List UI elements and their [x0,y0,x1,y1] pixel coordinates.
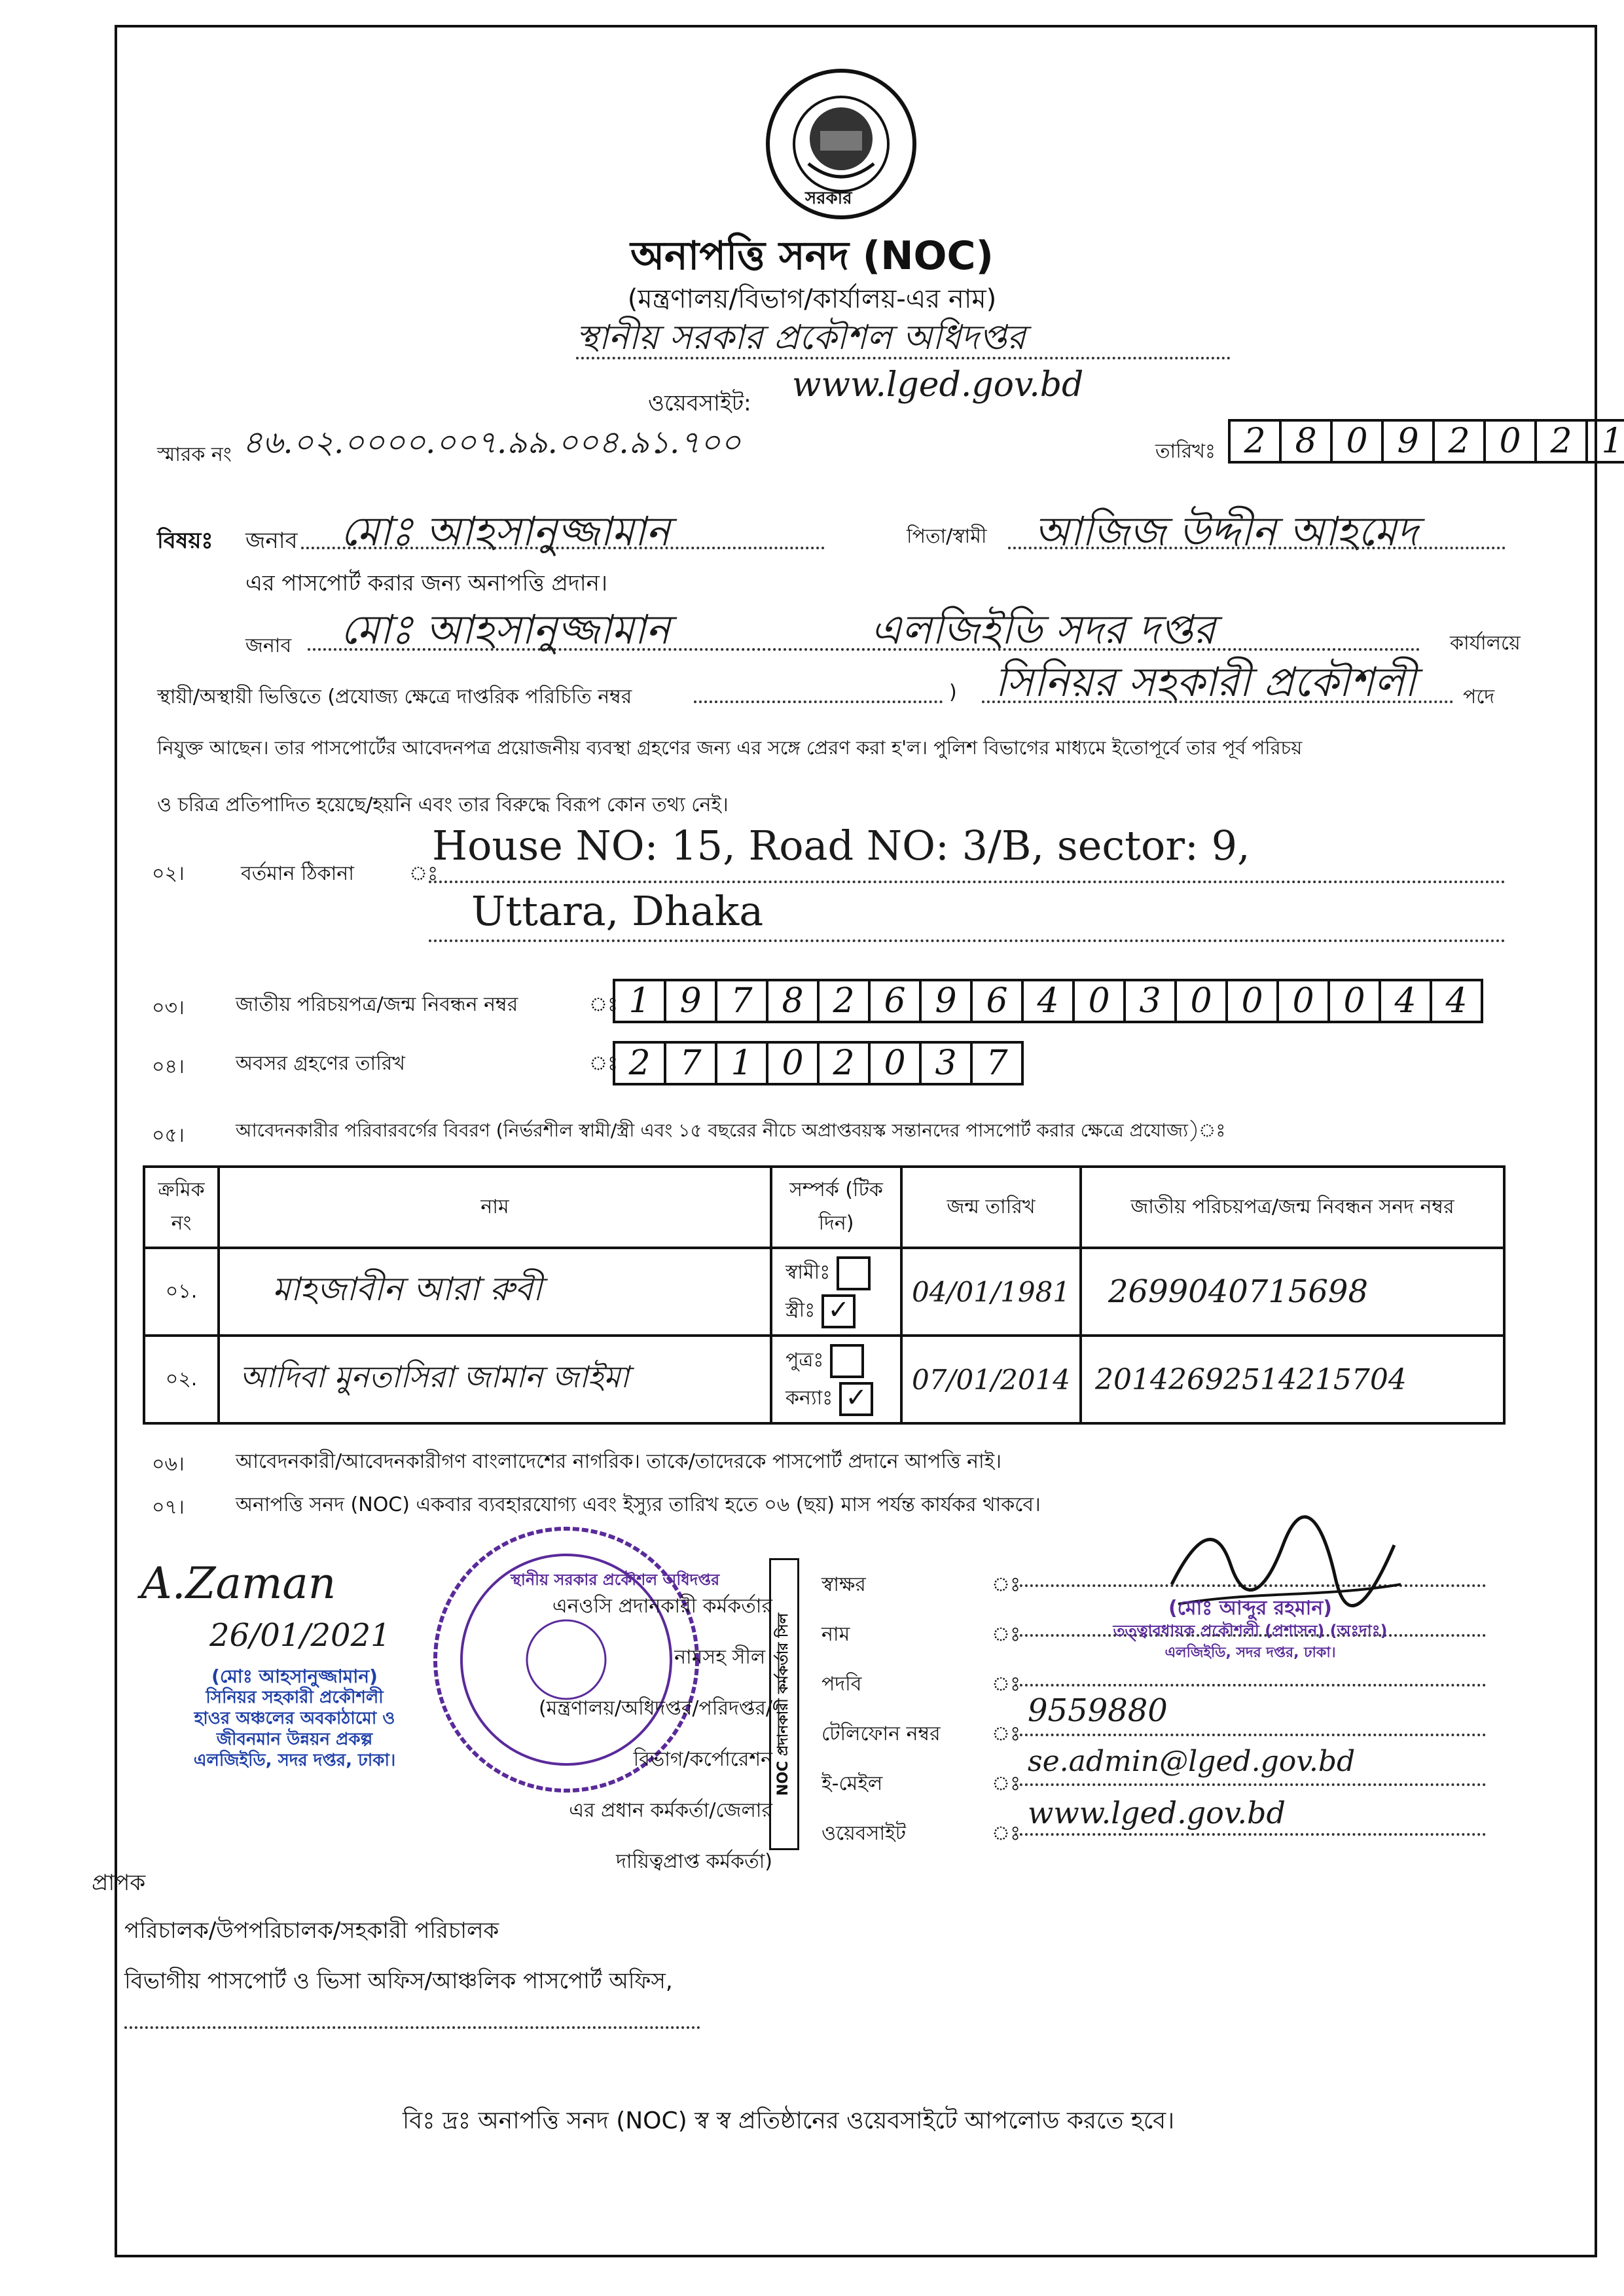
recipient-dotline [124,2026,700,2029]
row-id: 2699040715698 [1108,1273,1369,1310]
colon: ঃ [992,1772,1021,1795]
date-digit-box: 2 [1228,419,1282,464]
body-office-suffix: কার্যালয়ে [1450,632,1521,655]
nid-digit-box: 0 [1276,979,1330,1023]
item-04-label: অবসর গ্রহণের তারিখ [236,1052,405,1075]
applicant-stamp-name: (মোঃ আহসানুজ্জামান) [211,1666,378,1687]
body-line-c: ও চরিত্র প্রতিপাদিত হয়েছে/হয়নি এবং তার বিরুদ্ধে বিরূপ কোন তথ্য নেই। [157,793,729,816]
body-line-a-end: ) [949,681,957,704]
row-serial: ০২. [144,1336,219,1423]
field-signature-label: স্বাক্ষর [821,1573,866,1596]
relation-checkbox[interactable]: ✓ [839,1382,873,1416]
date-digit-box: 8 [1279,419,1333,464]
relation-option-a [785,1254,900,1292]
item-07-number: ০৭। [152,1496,185,1519]
row-dob-cell [901,1248,1081,1336]
issuer-label-line-5: এর প্রধান কর্মকর্তা/জেলার [569,1799,772,1822]
row-name-cell [219,1248,771,1336]
recipient-line-1: পরিচালক/উপপরিচালক/সহকারী পরিচালক [124,1918,499,1944]
memo-number-handwritten: ৪৬.০২.০০০০.০০৭.৯৯.০০৪.৯১.৭০০ [242,424,741,461]
designation-dotline [1015,1684,1486,1686]
address-line-2-dotline [429,939,1506,942]
issuer-label-line-1: এনওসি প্রদানকারী কর্মকর্তার [552,1595,772,1618]
field-name-label: নাম [821,1623,850,1646]
issuer-stamp-title: তত্ত্বাবধায়ক প্রকৌশলী (প্রশাসন) (অঃদাঃ) [1113,1622,1388,1640]
relation-option-b [785,1292,900,1330]
item-02-number: ০২। [152,862,185,885]
nid-digit-box: 0 [1225,979,1279,1023]
item-03-colon: ঃ [589,993,619,1016]
applicant-stamp-line-2: হাওর অঞ্চলের অবকাঠামো ও [194,1709,395,1728]
row-relation-cell [771,1248,901,1336]
colon: ঃ [992,1623,1021,1646]
row-id: 20142692514215704 [1095,1362,1407,1396]
body-line-b: নিযুক্ত আছেন। তার পাসপোর্টের আবেদনপত্র প্রয়োজনীয় ব্যবস্থা গ্রহণের জন্য এর সঙ্গে প্রেরণ করা হ'ল। পুলিশ বিভাগের মাধ্যমে ইতোপূর্বে তার পূর্ব পরিচয় [157,737,1303,759]
emblem-bottom-text: সরকার [805,189,852,208]
item-06-label: আবেদনকারী/আবেদনকারীগণ বাংলাদেশের নাগরিক। তাকে/তাদেরকে পাসপোর্ট প্রদানে আপত্তি নাই। [236,1450,1002,1473]
nid-digit-box: 7 [715,979,768,1023]
nid-digit-box: 0 [1327,979,1381,1023]
table-header-row [144,1167,1504,1248]
date-label: তারিখঃ [1155,440,1216,463]
applicant-stamp-line-3: জীবনমান উন্নয়ন প্রকল্প [216,1730,373,1749]
row-dob-cell [901,1336,1081,1423]
vertical-noc-stamp: NOC প্রদানকারী কর্মকর্তার সিল [769,1558,799,1850]
colon: ঃ [992,1822,1021,1845]
nid-digit-box: 4 [1021,979,1075,1023]
memo-label: স্মারক নং [157,443,232,466]
retirement-digit-box: 7 [664,1041,717,1085]
colon: ঃ [992,1573,1021,1596]
field-designation-label: পদবি [821,1673,862,1696]
field-website-label: ওয়েবসাইট [821,1822,906,1845]
retirement-date-boxes [615,1041,1024,1085]
applicant-stamp-line-4: এলজিইডি, সদর দপ্তর, ঢাকা। [193,1751,396,1770]
body-mr-label: জনাব [245,634,292,657]
relation-checkbox[interactable] [830,1344,864,1378]
item-07-label: অনাপত্তি সনদ (NOC) একবার ব্যবহারযোগ্য এবং ইস্যুর তারিখ হতে ০৬ (ছয়) মাস পর্যন্ত কার্যকর থাকবে। [236,1493,1041,1516]
relation-label: স্ত্রীঃ [785,1299,816,1322]
office-name-dotline [576,357,1231,359]
applicant-signature: A.Zaman [141,1558,336,1609]
family-details-table [143,1165,1506,1425]
document-title: অনাপত্তি সনদ (NOC) [630,233,994,279]
post-handwritten: সিনিয়র সহকারী প্রকৌশলী [995,658,1416,706]
header-serial: ক্রমিক নং [144,1167,219,1248]
address-line-1-dotline [429,881,1506,883]
field-phone-label: টেলিফোন নম্বর [821,1722,941,1745]
header-id-number: জাতীয় পরিচয়পত্র/জন্ম নিবন্ধন সনদ নম্বর [1081,1167,1504,1248]
nid-digit-boxes [615,979,1483,1023]
item-04-colon: ঃ [589,1052,619,1075]
relation-label: স্বামীঃ [785,1261,831,1284]
father-name-handwritten: আজিজ উদ্দীন আহমেদ [1034,507,1418,555]
date-digit-box: 0 [1483,419,1537,464]
email-dotline [1015,1783,1486,1786]
item-02-label: বর্তমান ঠিকানা [241,862,354,885]
body-office-handwritten: এলজিইডি সদর দপ্তর [871,606,1216,653]
signature-field-colons [992,1560,1020,1859]
recipient-line-2: বিভাগীয় পাসপোর্ট ও ভিসা অফিস/আঞ্চলিক পাসপোর্ট অফিস, [124,1968,673,1994]
row-id-cell [1081,1336,1504,1423]
website-label: ওয়েবসাইট: [648,390,751,416]
nid-digit-box: 3 [1123,979,1177,1023]
body-line-a-dotline [694,701,943,703]
colon: ঃ [992,1722,1021,1745]
round-seal-text: স্থানীয় সরকার প্রকৌশল অধিদপ্তর [511,1571,720,1589]
table-row [144,1336,1504,1423]
phone-handwritten: 9559880 [1028,1692,1168,1729]
father-label: পিতা/স্বামী [907,525,987,548]
row-id-cell [1081,1248,1504,1336]
item-05-number: ০৫। [152,1124,185,1147]
row-name: মাহজাবীন আরা রুবী [272,1269,543,1308]
colon: ঃ [992,1673,1021,1696]
relation-checkbox[interactable]: ✓ [821,1294,856,1328]
nid-digit-box: 0 [1174,979,1228,1023]
relation-checkbox[interactable] [837,1256,871,1290]
item-02-colon: ঃ [409,862,439,885]
row-dob: 07/01/2014 [911,1363,1071,1396]
item-03-number: ০৩। [152,996,185,1019]
issuer-label-line-3: (মন্ত্রণালয়/অধিদপ্তর/পরিদপ্তর/ [538,1697,772,1720]
date-digit-box: 9 [1381,419,1435,464]
date-digit-box: 0 [1330,419,1384,464]
date-digit-boxes [1231,419,1624,464]
post-dotline [982,701,1453,703]
address-line-1-handwritten: House NO: 15, Road NO: 3/B, sector: 9, [432,822,1250,869]
retirement-digit-box: 2 [613,1041,666,1085]
retirement-digit-box: 0 [766,1041,820,1085]
applicant-stamp [128,1666,461,1771]
header-relation: সম্পর্ক (টিক দিন) [771,1167,901,1248]
header-name: নাম [219,1167,771,1248]
footer-note: বিঃ দ্রঃ অনাপত্তি সনদ (NOC) স্ব স্ব প্রতিষ্ঠানের ওয়েবসাইটে আপলোড করতে হবে। [403,2107,1175,2134]
subject-name-dotline [301,547,825,549]
issuer-label-line-6: দায়িত্বপ্রাপ্ত কর্মকর্তা) [616,1850,772,1873]
subject-label: বিষয়ঃ [157,528,213,554]
nid-digit-box: 9 [664,979,717,1023]
item-06-number: ০৬। [152,1453,185,1476]
item-03-label: জাতীয় পরিচয়পত্র/জন্ম নিবন্ধন নম্বর [236,993,518,1016]
issuer-stamp-office: এলজিইডি, সদর দপ্তর, ঢাকা। [1164,1645,1336,1661]
relation-option-b [785,1379,900,1417]
table-row [144,1248,1504,1336]
date-digit-box: 2 [1432,419,1486,464]
address-line-2-handwritten: Uttara, Dhaka [471,887,764,935]
signature-field-labels [821,1560,941,1859]
issuer-stamp [1047,1597,1453,1664]
subject-mr-label: জনাব [245,528,298,554]
retirement-digit-box: 1 [715,1041,768,1085]
header-dob: জন্ম তারিখ [901,1167,1081,1248]
date-digit-box: 1 [1585,419,1624,464]
retirement-digit-box: 0 [868,1041,922,1085]
issuer-stamp-name: (মোঃ আব্দুর রহমান) [1168,1597,1332,1620]
relation-option-a [785,1341,900,1379]
document-subtitle: (মন্ত্রণালয়/বিভাগ/কার্যালয়-এর নাম) [627,284,997,314]
issuer-label-line-4: বিভাগ/কর্পোরেশন [633,1748,772,1771]
field-email-label: ই-মেইল [821,1772,883,1795]
item-04-number: ০৪। [152,1055,185,1078]
applicant-stamp-line-1: সিনিয়র সহকারী প্রকৌশলী [206,1688,384,1707]
email-handwritten: se.admin@lged.gov.bd [1028,1745,1356,1778]
retirement-digit-box: 7 [970,1041,1024,1085]
website-dotline [1015,1833,1486,1836]
website-handwritten: www.lged.gov.bd [792,365,1084,405]
nid-digit-box: 4 [1379,979,1432,1023]
nid-digit-box: 8 [766,979,820,1023]
row-name-cell [219,1336,771,1423]
body-name-handwritten: মোঃ আহসানুজ্জামান [340,606,670,653]
office-name-handwritten: স্থানীয় সরকার প্রকৌশল অধিদপ্তর [576,318,1026,357]
subject-line-2: এর পাসপোর্ট করার জন্য অনাপত্তি প্রদান। [245,570,608,596]
nid-digit-box: 1 [613,979,666,1023]
father-name-dotline [1008,547,1506,549]
recipient-label: প্রাপক [92,1870,146,1896]
body-line-a: স্থায়ী/অস্থায়ী ভিত্তিতে (প্রযোজ্য ক্ষেত্রে দাপ্তরিক পরিচিতি নম্বর [157,685,632,708]
nid-digit-box: 4 [1430,979,1483,1023]
retirement-digit-box: 3 [919,1041,973,1085]
relation-label: কন্যাঃ [785,1387,833,1410]
nid-digit-box: 2 [817,979,871,1023]
phone-dotline [1015,1734,1486,1736]
retirement-digit-box: 2 [817,1041,871,1085]
nid-digit-box: 0 [1072,979,1126,1023]
post-suffix: পদে [1463,685,1495,708]
row-dob: 04/01/1981 [911,1275,1071,1308]
nid-digit-box: 6 [970,979,1024,1023]
website-handwritten-sign: www.lged.gov.bd [1028,1795,1286,1831]
body-line-1-dotline [308,648,1420,651]
issuer-label-line-2: নামসহ সীল। [674,1646,772,1669]
row-serial: ০১. [144,1248,219,1336]
subject-name-handwritten: মোঃ আহসানুজ্জামান [340,507,670,555]
item-05-label: আবেদনকারীর পরিবারবর্গের বিবরণ (নির্ভরশীল স্বামী/স্ত্রী এবং ১৫ বছরের নীচে অপ্রাপ্তবয়স্ক সন্তানদের পাসপোর্ট করার ক্ষেত্রে প্রযোজ্য)ঃ [236,1120,1226,1141]
relation-label: পুত্রঃ [785,1349,824,1372]
row-relation-cell [771,1336,901,1423]
row-name: আদিবা মুনতাসিরা জামান জাইমা [240,1359,629,1394]
applicant-sign-date: 26/01/2021 [209,1617,391,1654]
issuer-label-block [458,1581,772,1887]
date-digit-box: 2 [1534,419,1588,464]
nid-digit-box: 6 [868,979,922,1023]
nid-digit-box: 9 [919,979,973,1023]
